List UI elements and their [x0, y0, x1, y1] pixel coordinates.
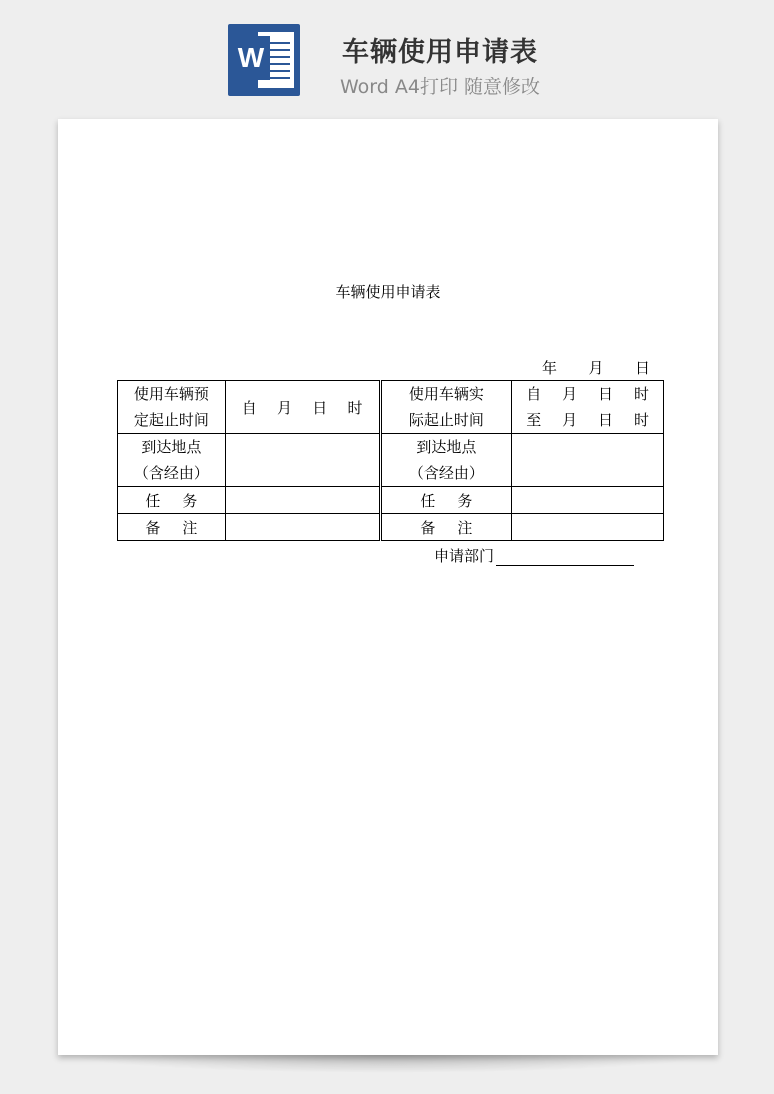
header-subtitle: Word A4打印 随意修改 — [339, 76, 540, 98]
remarks-label-right: 备 注 — [380, 514, 512, 541]
page-header — [0, 0, 774, 110]
planned-time-label: 使用车辆预 定起止时间 — [118, 381, 226, 434]
actual-time-label: 使用车辆实 际起止时间 — [380, 381, 512, 434]
apply-department-field[interactable] — [496, 549, 634, 566]
apply-department — [434, 545, 634, 566]
destination-label-right: 到达地点 （含经由） — [380, 434, 512, 487]
actual-time-field[interactable]: 自 月 日 时 至 月 日 时 — [512, 381, 664, 434]
word-icon-letter: W — [232, 36, 270, 80]
date-day: 日 — [634, 359, 650, 377]
destination-label-left: 到达地点 （含经由） — [118, 434, 226, 487]
paper-shadow — [70, 1055, 706, 1073]
document-title: 车辆使用申请表 — [335, 283, 441, 301]
apply-department-label: 申请部门 — [434, 547, 495, 565]
remarks-field-left[interactable] — [225, 514, 380, 541]
destination-field-left[interactable] — [225, 434, 380, 487]
planned-time-field[interactable]: 自 月 日 时 — [225, 381, 380, 434]
table-row — [118, 381, 664, 434]
date-line — [542, 357, 650, 378]
destination-field-right[interactable] — [512, 434, 664, 487]
header-title: 车辆使用申请表 — [342, 37, 538, 68]
remarks-field-right[interactable] — [512, 514, 664, 541]
date-month: 月 — [588, 359, 604, 377]
date-year: 年 — [542, 359, 558, 377]
document-page — [58, 119, 718, 1055]
table-row — [118, 514, 664, 541]
table-row — [118, 487, 664, 514]
application-form-table — [117, 380, 664, 541]
task-label-left: 任 务 — [118, 487, 226, 514]
word-icon — [228, 24, 300, 96]
task-field-right[interactable] — [512, 487, 664, 514]
task-label-right: 任 务 — [380, 487, 512, 514]
table-row — [118, 434, 664, 487]
task-field-left[interactable] — [225, 487, 380, 514]
remarks-label-left: 备 注 — [118, 514, 226, 541]
